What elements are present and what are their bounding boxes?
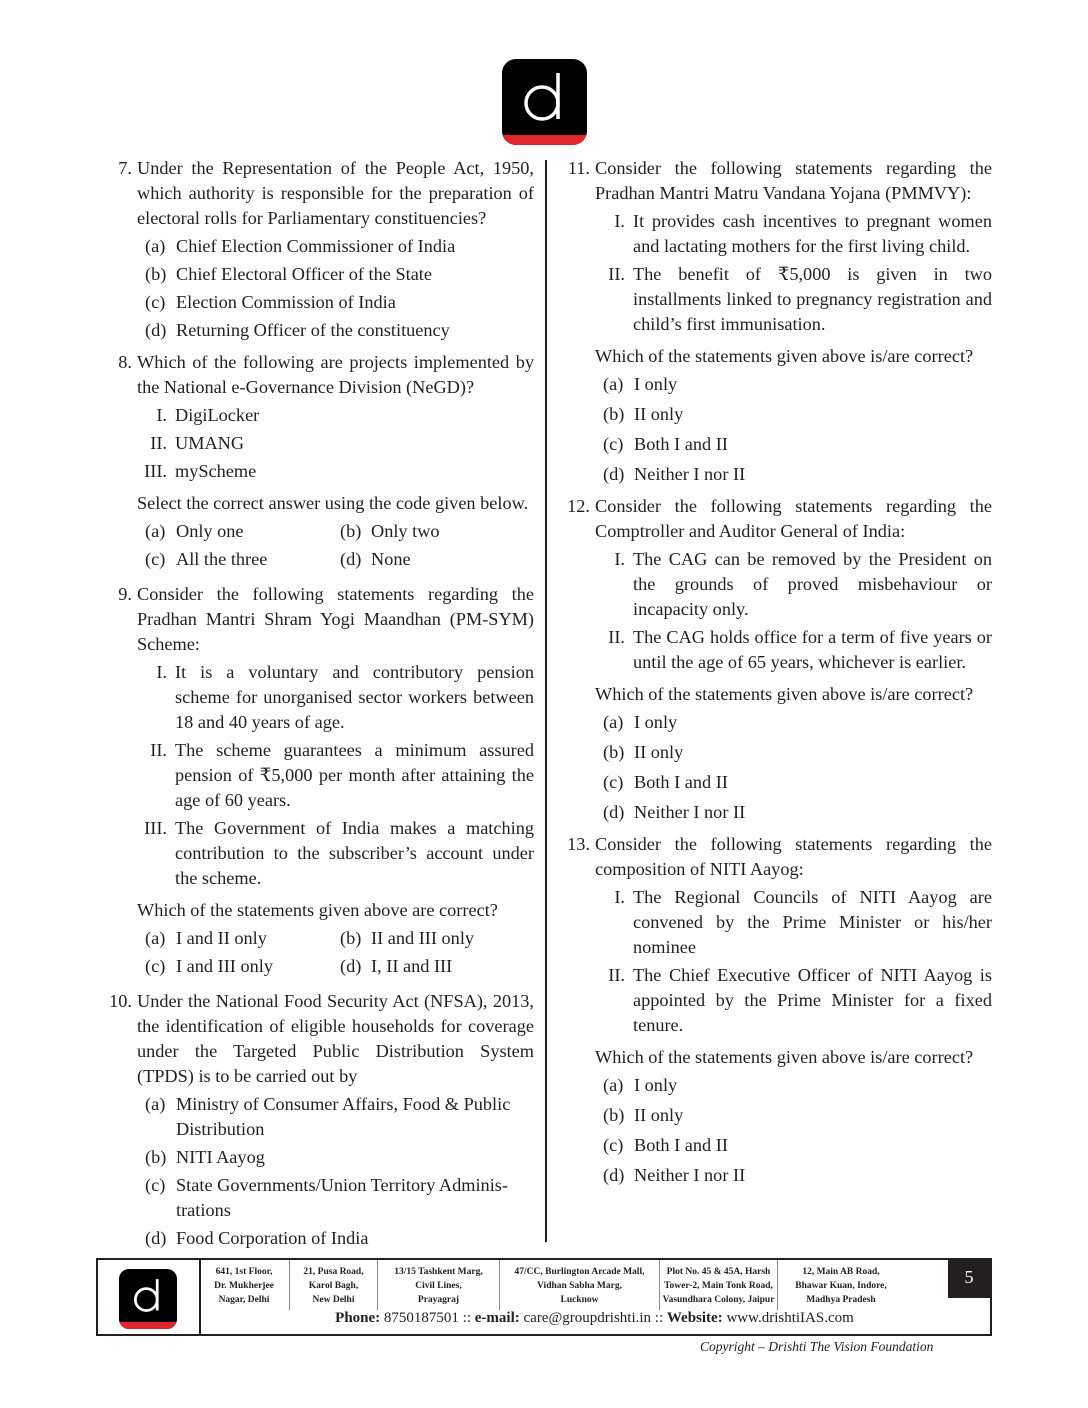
answer-option[interactable] [595, 1163, 992, 1188]
question-stem: Under the National Food Security Act (NFSA), 2013, the identification of eligible households for coverage under the Targeted Public Distribution System (TPDS) is to be carried out by [137, 991, 534, 1086]
option-text: I, II and III [371, 956, 453, 976]
address-block [378, 1260, 500, 1310]
drishti-logo [502, 59, 587, 145]
answer-option[interactable] [137, 1173, 534, 1223]
email-label: e-mail: [474, 1310, 520, 1326]
address-line: Lucknow [560, 1295, 599, 1305]
option-text: Food Corporation of India [176, 1228, 369, 1248]
answer-option[interactable] [595, 710, 992, 735]
address-list [199, 1260, 904, 1310]
address-line: 13/15 Tashkent Marg, [394, 1267, 483, 1277]
address-line: Madhya Pradesh [806, 1295, 876, 1305]
option-list [595, 1073, 992, 1188]
answer-option[interactable] [137, 954, 332, 979]
option-letter: (c) [145, 956, 166, 976]
question-number: 13. [567, 834, 590, 854]
address-block [290, 1260, 378, 1310]
answer-option[interactable] [137, 290, 534, 315]
question-prompt: Which of the statements given above are correct? [137, 900, 498, 920]
option-list [595, 710, 992, 825]
option-text: I and III only [176, 956, 273, 976]
statement-text: The Regional Councils of NITI Aayog are convened by the Prime Minister or his/her nominee [633, 887, 992, 957]
footer-logo-box [98, 1260, 201, 1336]
option-letter: (b) [145, 1147, 167, 1167]
option-text: I only [634, 1075, 678, 1095]
statement [595, 963, 992, 1038]
answer-option[interactable] [332, 547, 534, 572]
answer-option[interactable] [595, 800, 992, 825]
option-letter: (c) [145, 292, 166, 312]
answer-option[interactable] [595, 462, 992, 487]
question [104, 582, 534, 982]
option-list [137, 1092, 534, 1251]
answer-option[interactable] [137, 234, 534, 259]
option-letter: (d) [603, 802, 625, 822]
option-text: I and II only [176, 928, 267, 948]
address-line: Karol Bagh, [308, 1281, 359, 1291]
option-text: Both I and II [634, 772, 728, 792]
statement-text: The CAG can be removed by the President on the grounds of proved misbehaviour or incapacity only. [633, 549, 992, 619]
address-line: 47/CC, Burlington Arcade Mall, [514, 1267, 645, 1277]
question-stem: Consider the following statements regarding the composition of NITI Aayog: [595, 834, 992, 879]
answer-option[interactable] [595, 402, 992, 427]
question-stem: Which of the following are projects implemented by the National e-Governance Division (NeGD)? [137, 352, 534, 397]
statement-numeral: II. [608, 627, 625, 647]
option-letter: (a) [145, 928, 166, 948]
statement-numeral: I. [156, 662, 167, 682]
option-text: Neither I nor II [634, 1165, 746, 1185]
option-text: Election Commission of India [176, 292, 396, 312]
option-letter: (b) [145, 264, 167, 284]
answer-option[interactable] [595, 1073, 992, 1098]
left-column [104, 156, 534, 1258]
answer-option[interactable] [137, 519, 332, 544]
statement-numeral: I. [614, 887, 625, 907]
option-letter: (b) [340, 521, 362, 541]
option-text: Chief Election Commissioner of India [176, 236, 456, 256]
question [104, 989, 534, 1251]
sep: :: [462, 1310, 472, 1326]
answer-option[interactable] [595, 740, 992, 765]
question-stem: Consider the following statements regarding the Comptroller and Auditor General of India: [595, 496, 992, 541]
answer-option[interactable] [137, 1145, 534, 1170]
question-prompt: Which of the statements given above is/are correct? [595, 684, 974, 704]
address-text [515, 1265, 645, 1307]
answer-option[interactable] [137, 1092, 534, 1142]
address-text [394, 1265, 482, 1307]
address-text [303, 1265, 363, 1307]
statement [137, 403, 534, 428]
option-letter: (d) [340, 549, 362, 569]
phone: 8750187501 [383, 1310, 459, 1326]
option-text: Only two [371, 521, 440, 541]
statement-numeral: II. [608, 965, 625, 985]
option-text: II and III only [371, 928, 475, 948]
statement [137, 459, 534, 484]
question [562, 156, 992, 487]
statement-list [595, 547, 992, 675]
option-text: Chief Electoral Officer of the State [176, 264, 432, 284]
statement-numeral: III. [144, 818, 167, 838]
option-text: Neither I nor II [634, 802, 746, 822]
question-number: 9. [118, 584, 132, 604]
address-line: Vasundhara Colony, Jaipur [662, 1295, 775, 1305]
statement-text: The Government of India makes a matching contribution to the subscriber’s account under the scheme. [175, 818, 534, 888]
option-letter: (a) [145, 1094, 166, 1114]
option-letter: (a) [603, 374, 624, 394]
option-text: Only one [176, 521, 244, 541]
address-line: Civil Lines, [415, 1281, 462, 1291]
statement-numeral: I. [614, 549, 625, 569]
phone-label: Phone: [335, 1310, 381, 1326]
answer-option[interactable] [595, 770, 992, 795]
sep: :: [654, 1310, 664, 1326]
option-text: I only [634, 712, 678, 732]
answer-option[interactable] [595, 372, 992, 397]
statement-numeral: I. [614, 211, 625, 231]
option-text: II only [634, 404, 684, 424]
answer-option[interactable] [332, 954, 534, 979]
address-line: Tower-2, Main Tonk Road, [664, 1281, 773, 1291]
statement-text: It provides cash incentives to pregnant women and lactating mothers for the first living child. [633, 211, 992, 256]
answer-option[interactable] [595, 1133, 992, 1158]
statement [137, 431, 534, 456]
address-text [214, 1265, 274, 1307]
address-line: Nagar, Delhi [218, 1295, 270, 1305]
statement-text: myScheme [175, 461, 257, 481]
email-link[interactable]: care@groupdrishti.in [523, 1310, 652, 1326]
statement [595, 625, 992, 675]
statement-list [595, 209, 992, 337]
question-stem: Under the Representation of the People Act, 1950, which authority is responsible for the preparation of electoral rolls for Parliamentary constituencies? [137, 158, 534, 228]
address-line: Vidhan Sabha Marg, [537, 1281, 622, 1291]
question-number: 12. [567, 496, 590, 516]
footer-logo [119, 1269, 177, 1329]
option-list [137, 519, 534, 575]
statement-text: The scheme guarantees a minimum assured pension of ₹5,000 per month after attaining the age of 60 years. [175, 740, 534, 810]
website-label: Website: [666, 1310, 723, 1326]
right-column [562, 156, 992, 1195]
address-text [795, 1265, 887, 1307]
answer-option[interactable] [595, 432, 992, 457]
copyright: Copyright – Drishti The Vision Foundation [700, 1339, 934, 1354]
statement-numeral: I. [156, 405, 167, 425]
option-text: I only [634, 374, 678, 394]
answer-option[interactable] [137, 262, 534, 287]
statement [137, 816, 534, 891]
address-line: 641, 1st Floor, [215, 1267, 273, 1277]
statement-text: DigiLocker [175, 405, 260, 425]
statement [595, 262, 992, 337]
option-text: NITI Aayog [176, 1147, 265, 1167]
question-stem: Consider the following statements regarding the Pradhan Mantri Shram Yogi Maandhan (PM-SYM) Scheme: [137, 584, 534, 654]
option-letter: (c) [145, 549, 166, 569]
option-letter: (d) [603, 1165, 625, 1185]
address-block [778, 1260, 904, 1310]
statement [595, 885, 992, 960]
address-line: Prayagraj [417, 1295, 460, 1305]
question [104, 156, 534, 343]
option-letter: (a) [145, 521, 166, 541]
statement [595, 209, 992, 259]
statement [595, 547, 992, 622]
statement-numeral: II. [150, 740, 167, 760]
contact-line [199, 1310, 990, 1327]
option-letter: (d) [340, 956, 362, 976]
page-number: 5 [948, 1260, 990, 1298]
statement-list [137, 403, 534, 484]
option-text: II only [634, 1105, 684, 1125]
statement-list [137, 660, 534, 891]
question-prompt: Which of the statements given above is/are correct? [595, 1047, 974, 1067]
answer-option[interactable] [595, 1103, 992, 1128]
address-block [660, 1260, 778, 1310]
option-letter: (a) [145, 236, 166, 256]
option-text: Both I and II [634, 1135, 728, 1155]
option-letter: (b) [603, 742, 625, 762]
statement-numeral: III. [144, 461, 167, 481]
option-letter: (c) [603, 1135, 624, 1155]
question [562, 832, 992, 1188]
page-footer [96, 1258, 992, 1336]
statement-text: It is a voluntary and contributory pension scheme for unorganised sector workers between 18 and 40 years of age. [175, 662, 534, 732]
option-text: All the three [176, 549, 268, 569]
statement-text: The Chief Executive Officer of NITI Aayog is appointed by the Prime Minister for a fixed tenure. [633, 965, 992, 1035]
statement-text: The CAG holds office for a term of five years or until the age of 65 years, whichever is earlier. [633, 627, 992, 672]
address-block [199, 1260, 290, 1310]
address-line: 12, Main AB Road, [802, 1267, 880, 1277]
question-number: 7. [118, 158, 132, 178]
option-letter: (d) [145, 320, 167, 340]
answer-option[interactable] [332, 926, 534, 951]
option-letter: (c) [603, 434, 624, 454]
answer-option[interactable] [137, 318, 534, 343]
answer-option[interactable] [137, 547, 332, 572]
answer-option[interactable] [137, 926, 332, 951]
question-prompt: Select the correct answer using the code given below. [137, 493, 529, 513]
statement-list [595, 885, 992, 1038]
option-letter: (b) [340, 928, 362, 948]
option-letter: (a) [603, 1075, 624, 1095]
option-list [137, 234, 534, 343]
address-line: Dr. Mukherjee [214, 1281, 274, 1291]
address-text [663, 1265, 775, 1307]
option-letter: (b) [603, 1105, 625, 1125]
option-text: Neither I nor II [634, 464, 746, 484]
answer-option[interactable] [332, 519, 534, 544]
address-line: New Delhi [312, 1295, 355, 1305]
address-block [500, 1260, 660, 1310]
address-line: Plot No. 45 & 45A, Harsh [666, 1267, 771, 1277]
address-line: Bhawar Kuan, Indore, [795, 1281, 887, 1291]
option-list [137, 926, 534, 982]
address-line: 21, Pusa Road, [303, 1267, 364, 1277]
option-letter: (c) [603, 772, 624, 792]
statement-text: UMANG [175, 433, 245, 453]
option-letter: (b) [603, 404, 625, 424]
option-text: II only [634, 742, 684, 762]
statement-numeral: II. [608, 264, 625, 284]
question-number: 11. [567, 158, 590, 178]
question-number: 8. [118, 352, 132, 372]
question-number: 10. [109, 991, 132, 1011]
option-letter: (d) [145, 1228, 167, 1248]
statement-numeral: II. [150, 433, 167, 453]
option-text: Ministry of Consumer Affairs, Food & Public Distribution [176, 1094, 511, 1139]
question [562, 494, 992, 825]
option-list [595, 372, 992, 487]
statement-text: The benefit of ₹5,000 is given in two installments linked to pregnancy registration and child’s first immunisation. [633, 264, 992, 334]
statement [137, 660, 534, 735]
answer-option[interactable] [137, 1226, 534, 1251]
option-letter: (c) [145, 1175, 166, 1195]
option-letter: (d) [603, 464, 625, 484]
option-text: State Governments/Union Territory Adminis-trations [176, 1175, 508, 1220]
option-text: Returning Officer of the constituency [176, 320, 450, 340]
question-stem: Consider the following statements regarding the Pradhan Mantri Matru Vandana Yojana (PMMVY): [595, 158, 992, 203]
option-text: Both I and II [634, 434, 728, 454]
question [104, 350, 534, 575]
website-link[interactable]: www.drishtiIAS.com [726, 1310, 854, 1326]
column-divider [545, 160, 547, 1242]
option-text: None [371, 549, 411, 569]
question-prompt: Which of the statements given above is/are correct? [595, 346, 974, 366]
option-letter: (a) [603, 712, 624, 732]
statement [137, 738, 534, 813]
